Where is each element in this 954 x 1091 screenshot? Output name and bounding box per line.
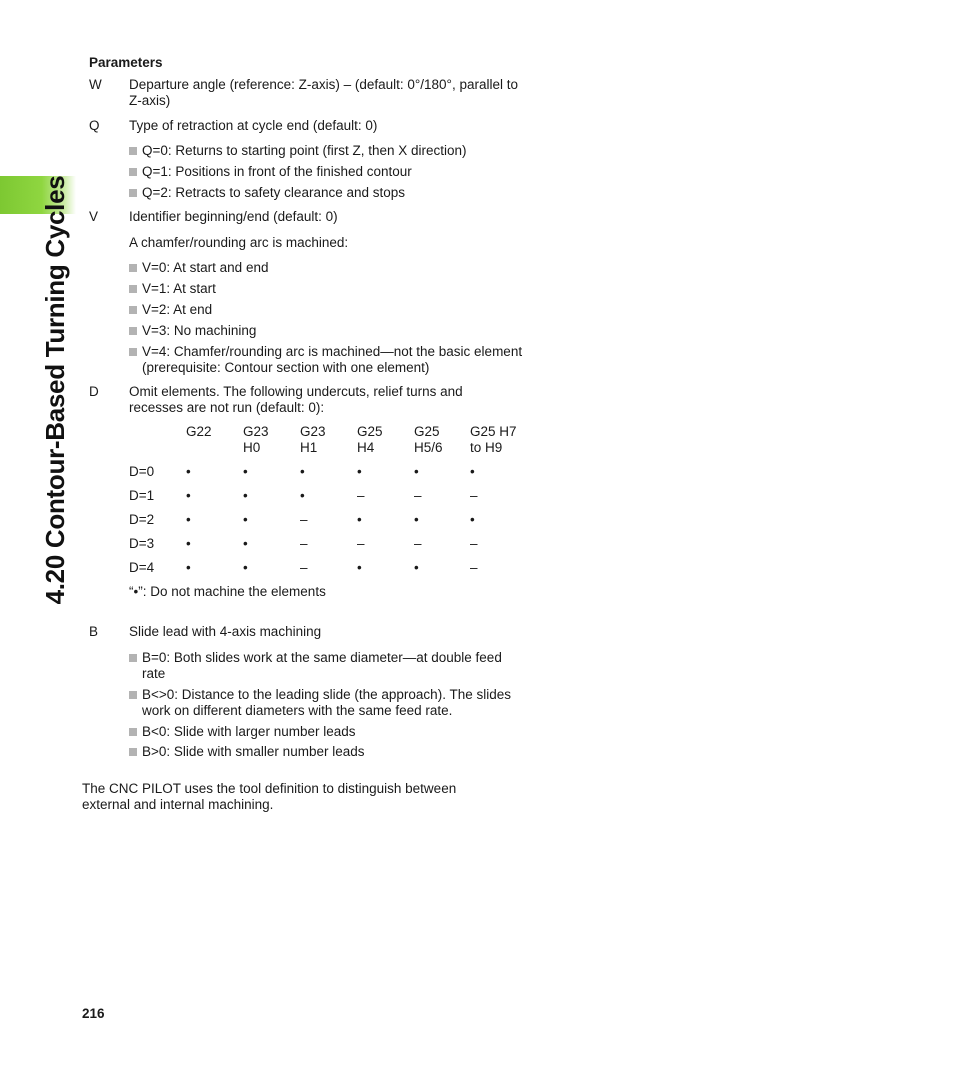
table-cell: –	[300, 560, 308, 575]
bullet-square-icon	[129, 348, 137, 356]
table-row-label: D=2	[129, 512, 155, 527]
bullet-square-icon	[129, 306, 137, 314]
table-cell: •	[243, 536, 248, 551]
table-cell: –	[470, 560, 478, 575]
table-header: G22	[186, 424, 212, 439]
v-bullet: V=0: At start and end	[129, 260, 529, 276]
bullet-square-icon	[129, 327, 137, 335]
chapter-title: 4.20 Contour-Based Turning Cycles	[40, 175, 70, 605]
bullet-square-icon	[129, 189, 137, 197]
table-cell: –	[470, 488, 478, 503]
q-bullet: Q=2: Retracts to safety clearance and stops	[129, 185, 529, 201]
param-desc-d: Omit elements. The following undercuts, relief turns and recesses are not run (default: 0):	[129, 384, 463, 415]
v-bullet: V=3: No machining	[129, 323, 529, 339]
param-key-v: V	[89, 209, 99, 224]
table-cell: •	[186, 512, 191, 527]
table-cell: •	[300, 488, 305, 503]
table-cell: •	[300, 464, 305, 479]
closing-paragraph: The CNC PILOT uses the tool definition to distinguish between external and internal machining.	[82, 781, 457, 812]
q-bullet: Q=0: Returns to starting point (first Z, then X direction)	[129, 143, 529, 159]
bullet-square-icon	[129, 168, 137, 176]
table-row-label: D=3	[129, 536, 155, 551]
table-cell: –	[414, 488, 422, 503]
table-cell: •	[357, 464, 362, 479]
b-bullet: B>0: Slide with smaller number leads	[129, 744, 529, 760]
param-key-q: Q	[89, 118, 100, 133]
table-row-label: D=0	[129, 464, 155, 479]
v-bullet: V=1: At start	[129, 281, 529, 297]
table-cell: •	[186, 536, 191, 551]
table-cell: –	[470, 536, 478, 551]
bullet-square-icon	[129, 691, 137, 699]
param-key-b: B	[89, 624, 99, 639]
table-header: G25 H4	[357, 424, 383, 455]
table-cell: •	[186, 560, 191, 575]
q-bullet: Q=1: Positions in front of the finished contour	[129, 164, 529, 180]
table-cell: –	[300, 512, 308, 527]
table-header: G23 H0	[243, 424, 269, 455]
table-row-label: D=1	[129, 488, 155, 503]
bullet-square-icon	[129, 748, 137, 756]
param-desc-q: Type of retraction at cycle end (default: 0)	[129, 118, 378, 133]
table-header: G25 H5/6	[414, 424, 443, 455]
section-heading: Parameters	[89, 55, 163, 70]
bullet-square-icon	[129, 264, 137, 272]
table-cell: •	[243, 512, 248, 527]
b-bullet: B<0: Slide with larger number leads	[129, 724, 529, 740]
table-cell: –	[414, 536, 422, 551]
table-cell: •	[414, 464, 419, 479]
page-number: 216	[82, 1006, 105, 1021]
table-cell: •	[243, 464, 248, 479]
table-header: G25 H7 to H9	[470, 424, 517, 455]
table-cell: •	[243, 488, 248, 503]
bullet-square-icon	[129, 728, 137, 736]
table-cell: •	[470, 464, 475, 479]
table-cell: •	[414, 560, 419, 575]
param-key-w: W	[89, 77, 102, 92]
v-intro: A chamfer/rounding arc is machined:	[129, 235, 349, 250]
b-bullet: B<>0: Distance to the leading slide (the approach). The slides work on different diameters with the same feed rate.	[129, 687, 529, 719]
table-cell: •	[186, 488, 191, 503]
param-desc-b: Slide lead with 4-axis machining	[129, 624, 322, 639]
table-cell: •	[470, 512, 475, 527]
param-desc-v: Identifier beginning/end (default: 0)	[129, 209, 338, 224]
param-desc-w: Departure angle (reference: Z-axis) – (default: 0°/180°, parallel to Z-axis)	[129, 77, 518, 108]
table-cell: –	[357, 488, 365, 503]
bullet-square-icon	[129, 147, 137, 155]
table-cell: •	[357, 560, 362, 575]
d-note: “•”: Do not machine the elements	[129, 584, 326, 599]
table-cell: •	[186, 464, 191, 479]
bullet-square-icon	[129, 285, 137, 293]
table-cell: –	[357, 536, 365, 551]
table-header: G23 H1	[300, 424, 326, 455]
param-key-d: D	[89, 384, 99, 399]
b-bullet: B=0: Both slides work at the same diameter—at double feed rate	[129, 650, 519, 682]
v-bullet: V=4: Chamfer/rounding arc is machined—not the basic element (prerequisite: Contour section with one element)	[129, 344, 524, 376]
bullet-square-icon	[129, 654, 137, 662]
table-cell: •	[414, 512, 419, 527]
table-cell: •	[357, 512, 362, 527]
table-row-label: D=4	[129, 560, 155, 575]
table-cell: •	[243, 560, 248, 575]
table-cell: –	[300, 536, 308, 551]
v-bullet: V=2: At end	[129, 302, 529, 318]
